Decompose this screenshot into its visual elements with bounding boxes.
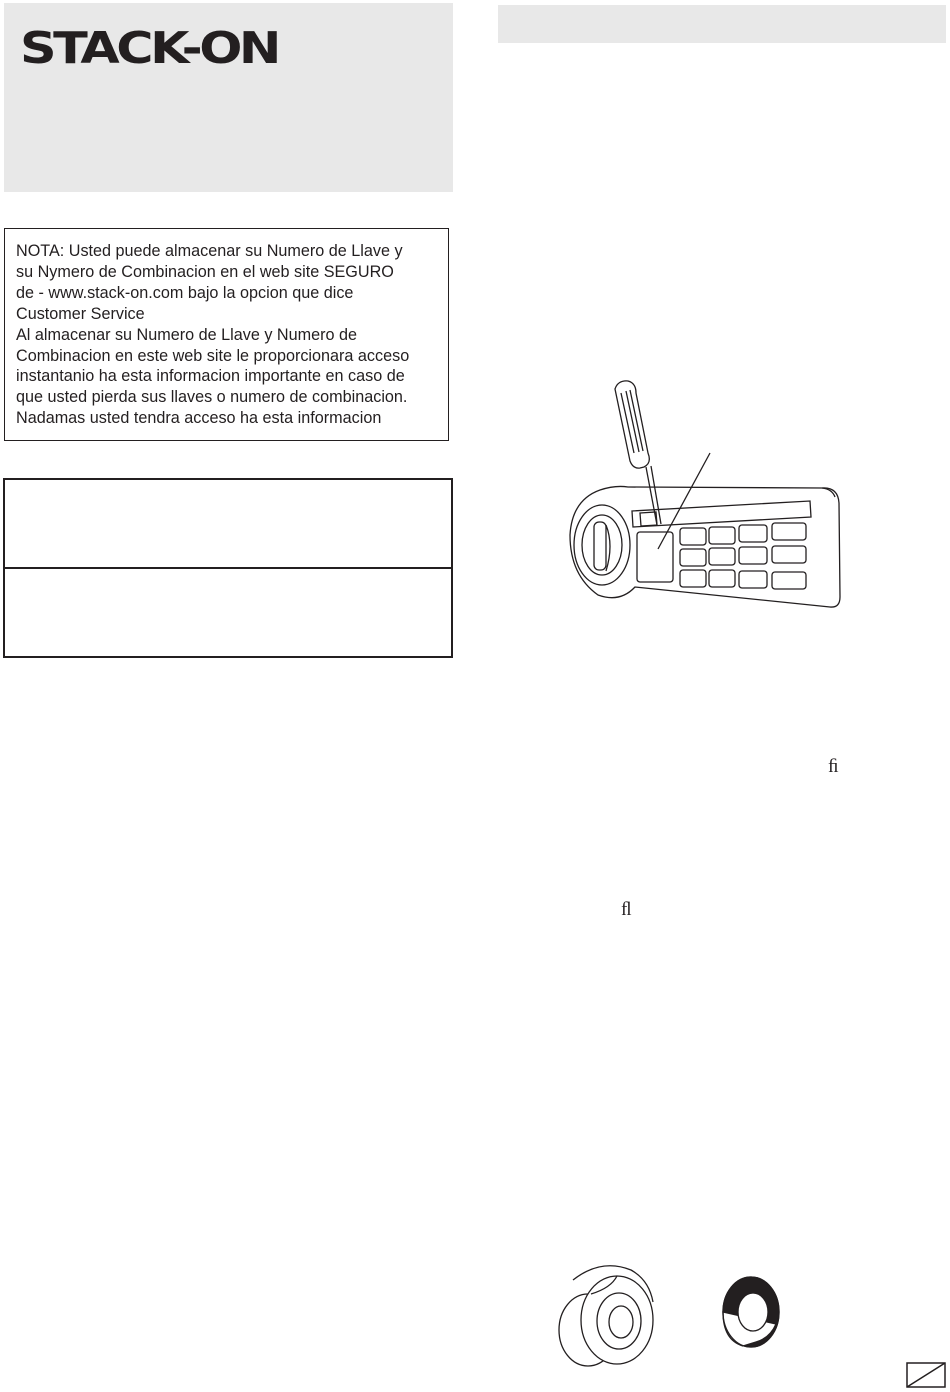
note-line: Nadamas usted tendra acceso ha esta informacion — [16, 409, 382, 428]
note-line: su Nymero de Combinacion en el web site SEGURO — [16, 262, 394, 281]
rubber-bushing-illustration — [553, 1258, 663, 1370]
right-title-bar — [498, 5, 946, 43]
keypad-screwdriver-illustration — [560, 375, 850, 625]
ligature-fi: ﬁ — [828, 756, 839, 777]
corner-mark — [906, 1362, 946, 1388]
washer-ring-illustration — [718, 1272, 786, 1350]
note-box — [4, 228, 449, 441]
stack-on-logo — [20, 22, 282, 68]
empty-box-upper — [3, 478, 453, 569]
note-line: Al almacenar su Numero de Llave y Numero de — [16, 325, 357, 344]
empty-box-lower — [3, 567, 453, 658]
ligature-fl: ﬂ — [621, 899, 632, 920]
note-line: instantanio ha esta informacion importante en caso de — [16, 367, 405, 386]
note-line: de - www.stack-on.com bajo la opcion que dice — [16, 283, 354, 302]
note-line: Combinacion en este web site le proporcionara acceso — [16, 346, 410, 365]
note-line: que usted pierda sus llaves o numero de combinacion. — [16, 388, 408, 407]
note-line: NOTA: Usted puede almacenar su Numero de Llave y — [16, 242, 403, 260]
svg-text:STACK-ON: STACK-ON — [20, 23, 278, 68]
note-line: Customer Service — [16, 304, 145, 323]
